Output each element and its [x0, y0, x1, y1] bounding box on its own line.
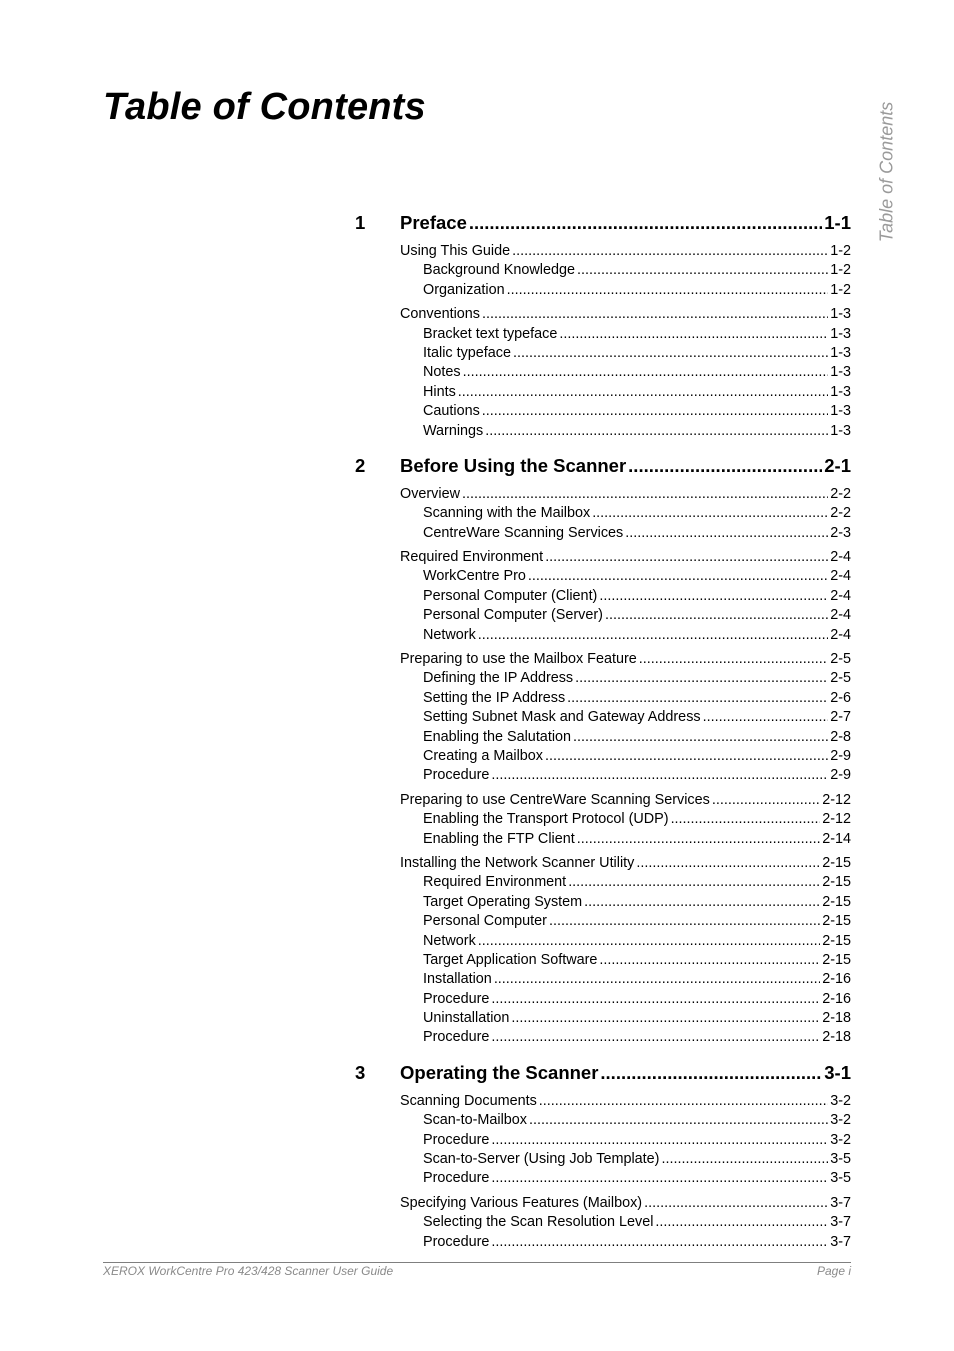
chapter-title: Preface [400, 212, 467, 233]
dot-leader [511, 1010, 820, 1026]
toc-subsection-entry[interactable] [355, 1132, 851, 1151]
toc-subsection-entry[interactable] [355, 894, 851, 913]
toc-subsection-entry[interactable] [355, 1010, 851, 1029]
dot-leader [636, 855, 820, 871]
toc-entry-title: Specifying Various Features (Mailbox) [400, 1194, 643, 1211]
toc-page-number: 2-2 [830, 485, 851, 502]
page-title: Table of Contents [103, 86, 426, 128]
toc-entry-title: Procedure [423, 1131, 490, 1148]
toc-page-number: 2-12 [822, 811, 851, 828]
toc-entry-title: Personal Computer (Client) [423, 587, 598, 604]
toc-subsection-entry[interactable] [355, 627, 851, 646]
chapter-number: 1 [355, 212, 366, 233]
toc-page-number: 2-4 [830, 626, 851, 643]
toc-subsection-entry[interactable] [355, 1234, 851, 1253]
dot-leader [491, 1132, 828, 1148]
toc-subsection-entry[interactable] [355, 831, 851, 850]
toc-subsection-entry[interactable] [355, 670, 851, 689]
toc-entry-title: Enabling the Transport Protocol (UDP) [423, 811, 669, 828]
toc-entry-title: Setting Subnet Mask and Gateway Address [423, 709, 701, 726]
toc-page-number: 1-3 [830, 422, 851, 439]
toc-section-entry[interactable] [355, 1195, 851, 1214]
chapter-number: 2 [355, 454, 366, 476]
chapter-number: 3 [355, 1061, 366, 1083]
dot-leader [491, 1170, 828, 1186]
toc-entry-title: Procedure [423, 990, 490, 1007]
toc-entry-title: Scan-to-Mailbox [423, 1112, 527, 1129]
toc-page-number: 1-3 [830, 383, 851, 400]
toc-entry-title: Organization [423, 281, 505, 298]
dot-leader [545, 748, 828, 764]
toc-entry-title: Bracket text typeface [423, 325, 558, 342]
toc-page-number: 2-18 [822, 1010, 851, 1027]
dot-leader [485, 423, 828, 439]
dot-leader [644, 1195, 828, 1211]
toc-page-number: 2-15 [822, 951, 851, 968]
toc-page-number: 3-2 [830, 1131, 851, 1148]
toc-page-number: 2-4 [830, 607, 851, 624]
side-tab-label: Table of Contents [876, 101, 897, 243]
toc-subsection-entry[interactable] [355, 403, 851, 422]
toc-page-number: 2-15 [822, 874, 851, 891]
toc-entry-title: Preparing to use the Mailbox Feature [400, 651, 637, 668]
footer-page-number: Page i [816, 1264, 851, 1278]
toc-section-entry[interactable] [355, 306, 851, 325]
dot-leader [513, 345, 828, 361]
dot-leader [625, 525, 828, 541]
chapter-title: Operating the Scanner [400, 1061, 599, 1083]
toc-section-group [355, 243, 851, 301]
toc-page-number: 3-2 [830, 1092, 851, 1109]
toc-subsection-entry[interactable] [355, 748, 851, 767]
toc-page-number: 3-2 [830, 1112, 851, 1129]
dot-leader [478, 933, 820, 949]
toc-entry-title: Hints [423, 383, 456, 400]
toc-section-group [355, 549, 851, 646]
toc-entry-title: Preparing to use CentreWare Scanning Services [400, 791, 710, 808]
toc-subsection-entry[interactable] [355, 326, 851, 345]
toc-subsection-entry[interactable] [355, 933, 851, 952]
toc-page-number: 2-9 [830, 767, 851, 784]
toc-section-entry[interactable] [355, 243, 851, 262]
toc-subsection-entry[interactable] [355, 709, 851, 728]
toc-page-number: 2-4 [830, 587, 851, 604]
toc-page-number: 2-15 [822, 854, 851, 871]
toc-page-number: 1-3 [830, 403, 851, 420]
dot-leader [559, 326, 828, 342]
toc-subsection-entry[interactable] [355, 913, 851, 932]
toc-page-number: 2-6 [830, 689, 851, 706]
toc-page-number: 3-5 [830, 1170, 851, 1187]
dot-leader [577, 831, 820, 847]
toc-entry-title: Required Environment [423, 874, 567, 891]
dot-leader [478, 627, 828, 643]
toc-page-number: 3-7 [830, 1214, 851, 1231]
dot-leader [712, 792, 820, 808]
toc-subsection-entry[interactable] [355, 384, 851, 403]
table-of-contents [355, 212, 851, 1266]
dot-leader [491, 1029, 820, 1045]
toc-section-group [355, 1195, 851, 1253]
toc-entry-title: Procedure [423, 1233, 490, 1250]
dot-leader [545, 549, 828, 565]
chapter-page-number: 2-1 [824, 454, 851, 476]
toc-page-number: 1-2 [830, 281, 851, 298]
toc-entry-title: Background Knowledge [423, 262, 576, 279]
dot-leader [482, 403, 828, 419]
toc-page-number: 1-3 [830, 306, 851, 323]
toc-page-number: 2-2 [830, 505, 851, 522]
toc-subsection-entry[interactable] [355, 525, 851, 544]
dot-leader [599, 588, 828, 604]
dot-leader [577, 262, 828, 278]
dot-leader [661, 1151, 828, 1167]
toc-entry-title: Defining the IP Address [423, 670, 574, 687]
toc-entry-title: Warnings [423, 422, 484, 439]
footer-divider [103, 1262, 851, 1263]
dot-leader [512, 243, 828, 259]
toc-subsection-entry[interactable] [355, 991, 851, 1010]
toc-entry-title: Installation [423, 971, 492, 988]
dot-leader [600, 1062, 822, 1084]
toc-page-number: 1-2 [830, 243, 851, 259]
toc-subsection-entry[interactable] [355, 1151, 851, 1170]
toc-entry-title: Scanning Documents [400, 1092, 537, 1109]
toc-page-number: 2-15 [822, 932, 851, 949]
chapter-heading[interactable] [355, 212, 851, 238]
dot-leader [491, 767, 828, 783]
side-tab [873, 96, 901, 248]
toc-entry-title: CentreWare Scanning Services [423, 524, 624, 541]
toc-subsection-entry[interactable] [355, 729, 851, 748]
chapter-section [355, 212, 851, 442]
toc-entry-title: Required Environment [400, 549, 544, 566]
chapter-section [355, 455, 851, 1049]
dot-leader [628, 455, 822, 477]
toc-entry-title: Procedure [423, 1029, 490, 1046]
chapter-title: Before Using the Scanner [400, 454, 627, 476]
chapter-page-number: 3-1 [824, 1061, 851, 1083]
dot-leader [703, 709, 829, 725]
toc-subsection-entry[interactable] [355, 505, 851, 524]
dot-leader [507, 282, 829, 298]
toc-entry-title: Scanning with the Mailbox [423, 505, 591, 522]
chapter-section [355, 1062, 851, 1253]
toc-subsection-entry[interactable] [355, 874, 851, 893]
dot-leader [605, 607, 828, 623]
dot-leader [529, 1112, 828, 1128]
toc-entry-title: Italic typeface [423, 344, 511, 361]
toc-page-number: 2-4 [830, 568, 851, 585]
toc-page-number: 1-3 [830, 325, 851, 342]
toc-entry-title: Selecting the Scan Resolution Level [423, 1214, 654, 1231]
dot-leader [491, 991, 820, 1007]
toc-subsection-entry[interactable] [355, 588, 851, 607]
toc-entry-title: Installing the Network Scanner Utility [400, 854, 635, 871]
dot-leader [592, 505, 828, 521]
dot-leader [469, 212, 822, 234]
toc-subsection-entry[interactable] [355, 262, 851, 281]
toc-section-group [355, 1093, 851, 1190]
toc-section-group [355, 855, 851, 1049]
toc-subsection-entry[interactable] [355, 345, 851, 364]
toc-section-group [355, 486, 851, 544]
toc-page-number: 1-3 [830, 364, 851, 381]
footer-document-title: XEROX WorkCentre Pro 423/428 Scanner User Guide [103, 1264, 394, 1278]
toc-entry-title: Network [423, 626, 476, 643]
toc-entry-title: Procedure [423, 767, 490, 784]
toc-section-group [355, 306, 851, 442]
dot-leader [482, 306, 828, 322]
toc-entry-title: Overview [400, 485, 460, 502]
toc-page-number: 2-3 [830, 524, 851, 541]
dot-leader [599, 952, 820, 968]
chapter-page-number: 1-1 [824, 212, 851, 233]
toc-page-number: 1-3 [830, 344, 851, 361]
toc-entry-title: Uninstallation [423, 1010, 510, 1027]
toc-section-entry[interactable] [355, 549, 851, 568]
toc-subsection-entry[interactable] [355, 811, 851, 830]
dot-leader [494, 971, 820, 987]
toc-section-group [355, 792, 851, 850]
dot-leader [567, 690, 828, 706]
toc-section-entry[interactable] [355, 486, 851, 505]
toc-page-number: 2-16 [822, 990, 851, 1007]
toc-subsection-entry[interactable] [355, 690, 851, 709]
toc-page-number: 3-5 [830, 1151, 851, 1168]
dot-leader [491, 1234, 828, 1250]
toc-entry-title: Scan-to-Server (Using Job Template) [423, 1151, 660, 1168]
dot-leader [575, 670, 828, 686]
dot-leader [639, 651, 828, 667]
dot-leader [458, 384, 828, 400]
toc-subsection-entry[interactable] [355, 1214, 851, 1233]
dot-leader [573, 729, 828, 745]
toc-page-number: 2-18 [822, 1029, 851, 1046]
toc-page-number: 3-7 [830, 1194, 851, 1211]
toc-entry-title: Conventions [400, 306, 480, 323]
toc-entry-title: Creating a Mailbox [423, 747, 543, 764]
toc-entry-title: Setting the IP Address [423, 689, 566, 706]
toc-page-number: 2-14 [822, 830, 851, 847]
toc-subsection-entry[interactable] [355, 1029, 851, 1048]
toc-subsection-entry[interactable] [355, 767, 851, 786]
dot-leader [549, 913, 820, 929]
toc-subsection-entry[interactable] [355, 423, 851, 442]
toc-entry-title: WorkCentre Pro [423, 568, 526, 585]
toc-subsection-entry[interactable] [355, 971, 851, 990]
toc-page-number: 2-15 [822, 893, 851, 910]
toc-section-entry[interactable] [355, 1093, 851, 1112]
dot-leader [539, 1093, 828, 1109]
toc-page-number: 2-8 [830, 728, 851, 745]
chapter-heading[interactable] [355, 1062, 851, 1088]
toc-section-entry[interactable] [355, 651, 851, 670]
toc-page-number: 2-5 [830, 670, 851, 687]
toc-entry-title: Cautions [423, 403, 480, 420]
toc-entry-title: Using This Guide [400, 243, 511, 259]
toc-subsection-entry[interactable] [355, 282, 851, 301]
toc-page-number: 2-7 [830, 709, 851, 726]
toc-page-number: 2-15 [822, 913, 851, 930]
toc-entry-title: Personal Computer [423, 913, 547, 930]
toc-entry-title: Enabling the Salutation [423, 728, 572, 745]
toc-page-number: 1-2 [830, 262, 851, 279]
toc-subsection-entry[interactable] [355, 952, 851, 971]
toc-subsection-entry[interactable] [355, 364, 851, 383]
dot-leader [528, 568, 828, 584]
toc-section-entry[interactable] [355, 792, 851, 811]
toc-page-number: 2-5 [830, 651, 851, 668]
dot-leader [568, 874, 820, 890]
toc-entry-title: Target Operating System [423, 893, 583, 910]
toc-subsection-entry[interactable] [355, 1170, 851, 1189]
chapter-heading[interactable] [355, 455, 851, 481]
toc-subsection-entry[interactable] [355, 607, 851, 626]
toc-entry-title: Notes [423, 364, 461, 381]
toc-section-group [355, 651, 851, 787]
dot-leader [462, 486, 828, 502]
toc-page-number: 3-7 [830, 1233, 851, 1250]
dot-leader [584, 894, 820, 910]
dot-leader [463, 364, 829, 380]
toc-page-number: 2-4 [830, 549, 851, 566]
toc-page-number: 2-9 [830, 747, 851, 764]
toc-subsection-entry[interactable] [355, 568, 851, 587]
toc-entry-title: Enabling the FTP Client [423, 830, 575, 847]
dot-leader [655, 1214, 828, 1230]
toc-section-entry[interactable] [355, 855, 851, 874]
toc-entry-title: Target Application Software [423, 951, 598, 968]
toc-entry-title: Network [423, 932, 476, 949]
toc-entry-title: Personal Computer (Server) [423, 607, 603, 624]
toc-entry-title: Procedure [423, 1170, 490, 1187]
toc-subsection-entry[interactable] [355, 1112, 851, 1131]
dot-leader [671, 811, 821, 827]
toc-page-number: 2-12 [822, 791, 851, 808]
toc-page-number: 2-16 [822, 971, 851, 988]
